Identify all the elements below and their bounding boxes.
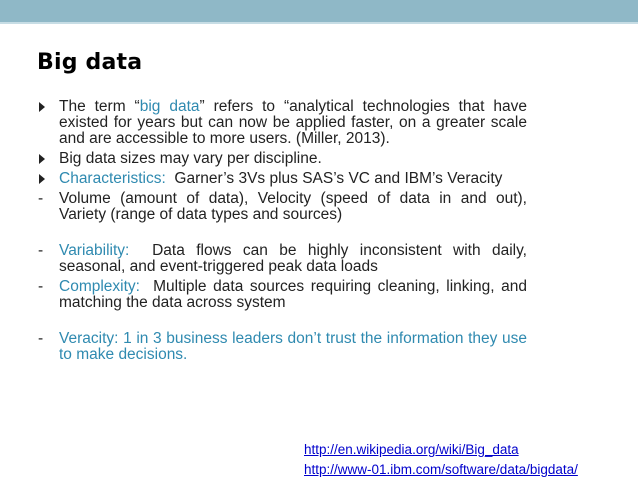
volume-text: Volume (amount of data), Velocity (speed of data in and out), Variety (range of data types and sources) — [59, 190, 527, 223]
definition-term: big data — [139, 98, 200, 115]
bullet-characteristics — [37, 171, 527, 187]
veracity-text: Veracity: 1 in 3 business leaders don’t trust the information they use to make decisions. — [59, 330, 527, 363]
dash-bullet-icon: - — [38, 190, 44, 207]
dash-item-volume — [37, 191, 527, 223]
slide-body — [37, 98, 532, 367]
dash-item-veracity — [37, 331, 527, 363]
dash-item-complexity — [37, 278, 532, 311]
header-band-underline — [0, 22, 638, 24]
bullet-sizes — [37, 151, 527, 167]
wikipedia-link[interactable]: http://en.wikipedia.org/wiki/Big_data — [304, 442, 519, 457]
characteristics-text: Garner’s 3Vs plus SAS’s VC and IBM’s Veracity — [165, 170, 503, 187]
dash-item-variability — [37, 242, 532, 275]
dash-bullet-icon: - — [38, 330, 44, 347]
sizes-text: Big data sizes may vary per discipline. — [59, 150, 322, 167]
reference-links — [304, 440, 578, 480]
complexity-text: Multiple data sources requiring cleaning, linking, and matching the data across system — [59, 278, 532, 311]
bullet-definition — [37, 99, 527, 147]
dash-bullet-icon: - — [38, 242, 44, 259]
definition-text-pre: The term “ — [59, 98, 140, 115]
arrow-bullet-icon — [39, 174, 45, 184]
header-band — [0, 0, 638, 22]
variability-text: Data flows can be highly inconsistent with daily, seasonal, and event-triggered peak data loads — [59, 242, 532, 275]
variability-heading: Variability: — [59, 242, 130, 259]
arrow-bullet-icon — [39, 154, 45, 164]
slide-title: Big data — [37, 50, 143, 75]
definition-text-post: ” refers to “analytical technologies that have existed for years but can now be applied faster, on a greater scale and are accessible to more users. (Miller, 2013). — [59, 98, 528, 147]
characteristics-heading: Characteristics: — [59, 170, 166, 187]
dash-bullet-icon: - — [38, 278, 44, 295]
ibm-link[interactable]: http://www-01.ibm.com/software/data/bigdata/ — [304, 462, 578, 477]
arrow-bullet-icon — [39, 102, 45, 112]
complexity-heading: Complexity: — [59, 278, 140, 295]
